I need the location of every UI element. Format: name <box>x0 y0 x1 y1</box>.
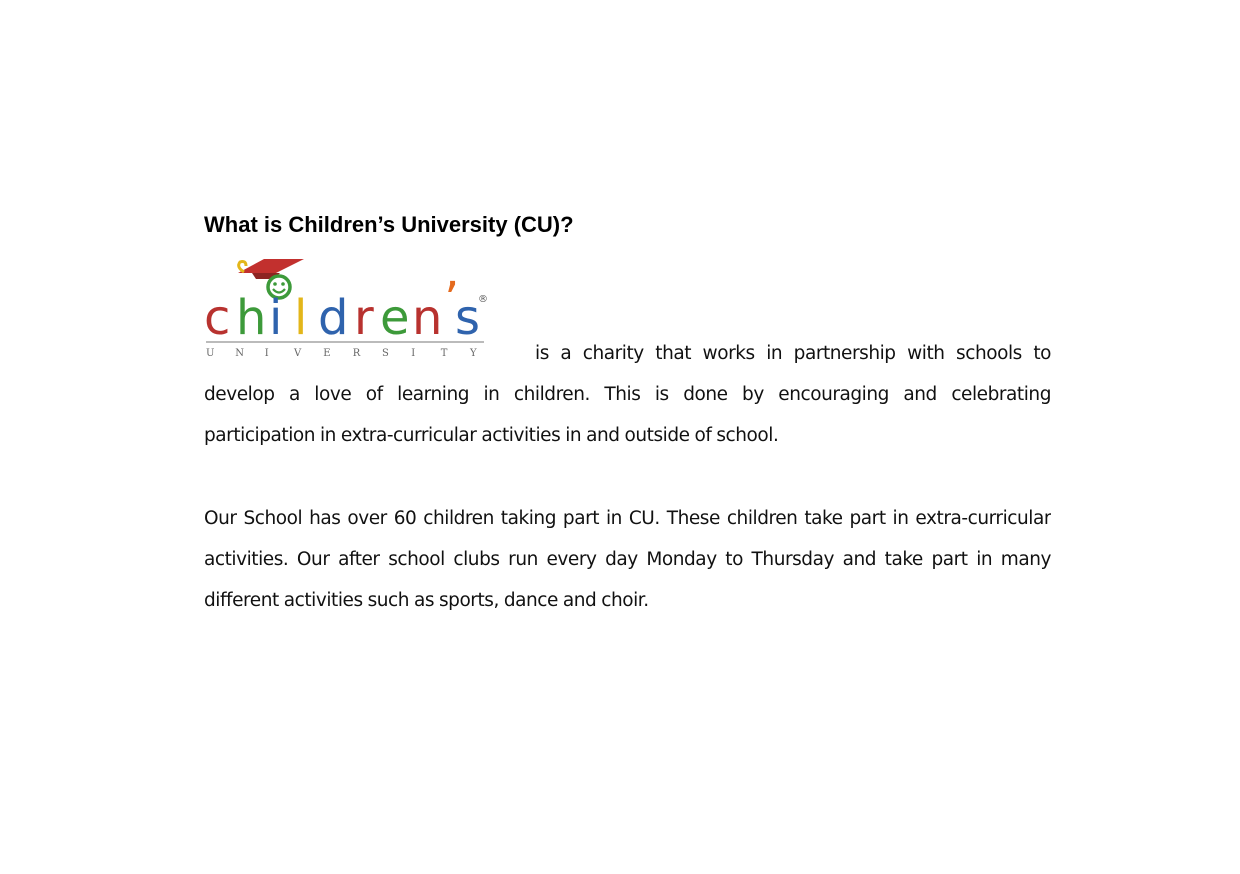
logo-letter-l: l <box>294 290 308 346</box>
paragraph-1-line-2: develop a love of learning in children. This is done by encouraging and celebrating <box>204 384 1051 405</box>
logo-subtitle-letter: V <box>294 348 302 359</box>
mortarboard-cap-icon <box>238 259 304 273</box>
paragraph-1-line-1: is a charity that works in partnership with schools to <box>535 343 1051 364</box>
paragraph-2-line-1: Our School has over 60 children taking part in CU. These children take part in extra-curricular <box>204 508 1051 529</box>
logo-subtitle-letter: U <box>206 348 215 359</box>
logo-letter-i: i <box>269 290 283 346</box>
childrens-university-logo <box>202 256 494 362</box>
page-title: What is Children’s University (CU)? <box>204 212 574 237</box>
logo-letter-d: d <box>318 290 349 346</box>
logo-subtitle-letter: N <box>235 348 245 359</box>
logo-subtitle-letter: R <box>352 348 361 359</box>
logo-letter-n: n <box>412 290 443 346</box>
logo-letter-c: c <box>204 290 231 346</box>
logo-subtitle-letter: E <box>323 348 331 359</box>
logo-wordmark <box>204 272 480 346</box>
logo-letter-h: h <box>236 290 267 346</box>
paragraph-1-line-3: participation in extra-curricular activities in and outside of school. <box>204 425 779 446</box>
paragraph-2-line-2: activities. Our after school clubs run every day Monday to Thursday and take part in many <box>204 549 1051 570</box>
logo-apostrophe: ’ <box>444 272 460 328</box>
registered-mark: ® <box>478 294 488 305</box>
logo-letter-r: r <box>354 290 374 346</box>
smiley-eye-right-icon <box>281 282 285 286</box>
logo-subtitle-letter: Y <box>470 348 477 359</box>
paragraph-2-line-3: different activities such as sports, dance and choir. <box>204 590 649 611</box>
logo-letter-e: e <box>380 290 410 346</box>
logo-subtitle-letter: I <box>411 348 416 359</box>
logo-subtitle-letter: I <box>264 348 269 359</box>
logo-letter-s: s <box>455 290 481 346</box>
smiley-eye-left-icon <box>273 282 277 286</box>
logo-graphic <box>202 256 494 362</box>
logo-subtitle <box>206 348 477 359</box>
logo-subtitle-letter: S <box>382 348 389 359</box>
logo-subtitle-letter: T <box>440 348 448 359</box>
